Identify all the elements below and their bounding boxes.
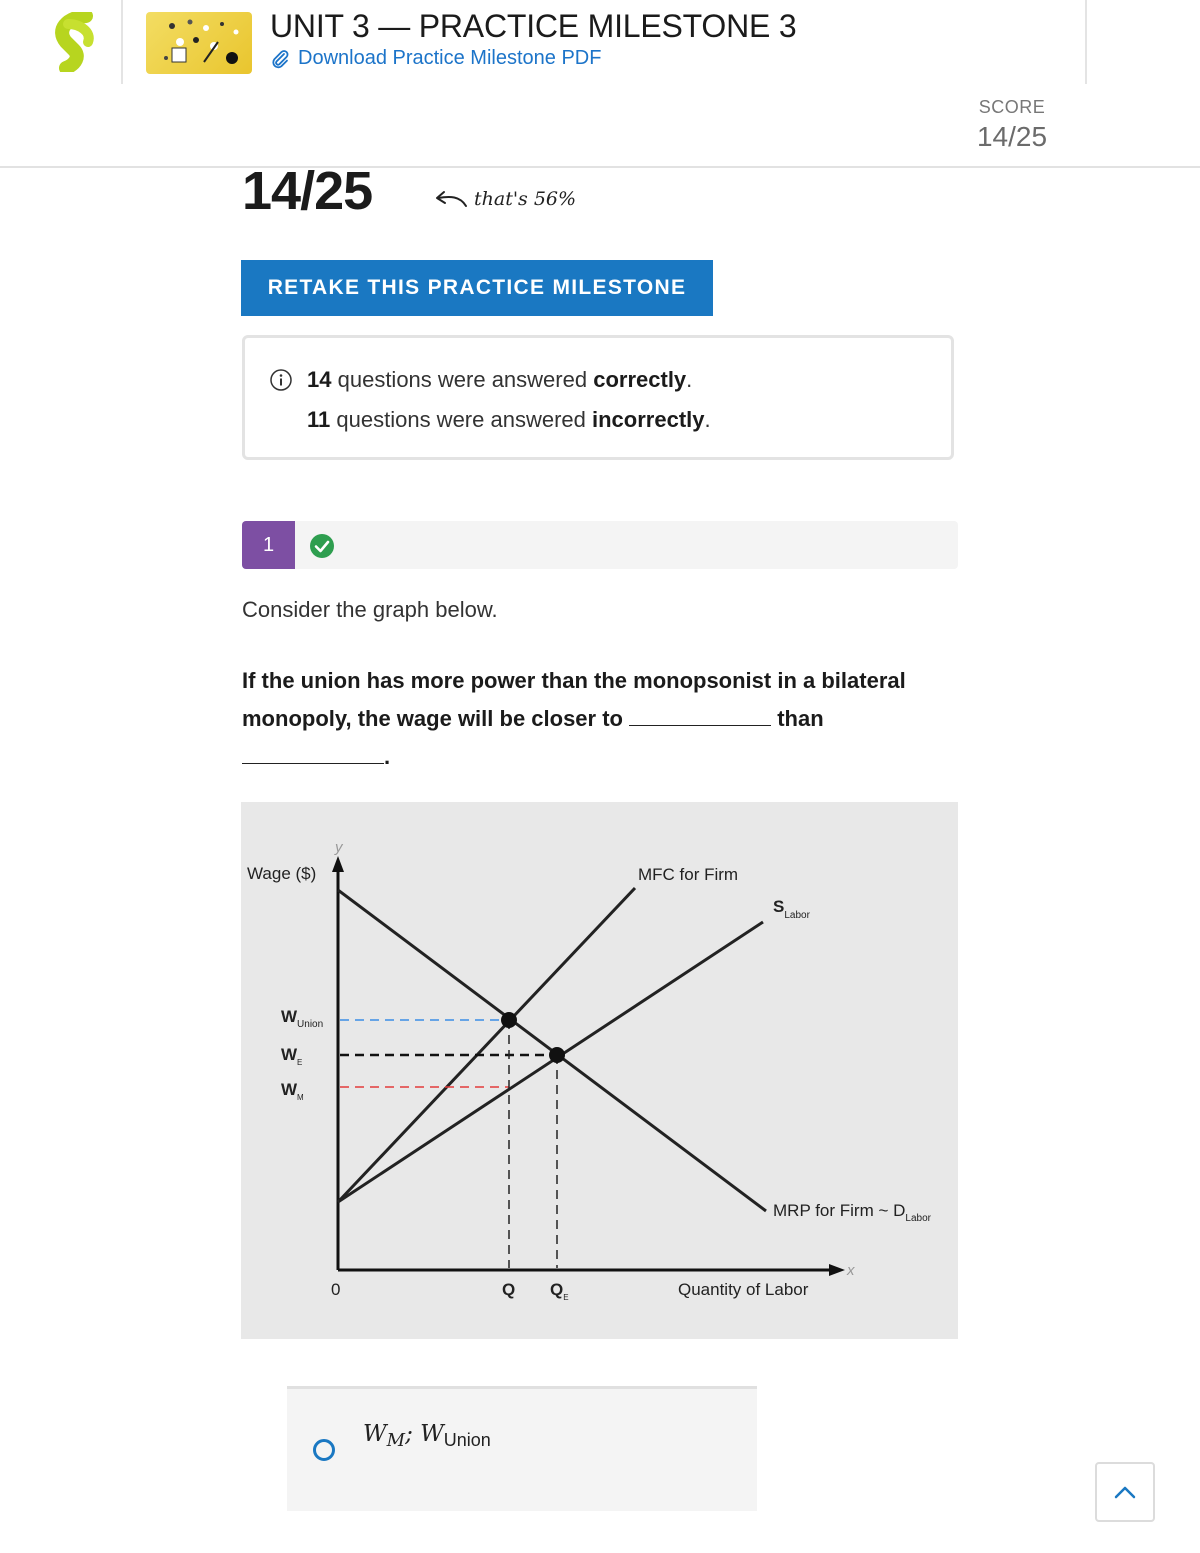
mfc-curve-label: MFC for Firm bbox=[638, 865, 739, 884]
answer-option-radio[interactable] bbox=[313, 1439, 335, 1461]
option-w-m-sub: M bbox=[386, 1430, 406, 1451]
question-prompt: Consider the graph below. bbox=[242, 597, 498, 622]
incorrect-word: incorrectly bbox=[592, 407, 705, 432]
x-axis-arrow-icon bbox=[829, 1264, 845, 1276]
course-thumbnail-icon bbox=[146, 12, 252, 74]
score-label: SCORE bbox=[978, 97, 1046, 117]
answer-blank-2 bbox=[242, 739, 384, 764]
equilibrium-point bbox=[549, 1047, 565, 1063]
incorrect-text: questions were answered bbox=[336, 407, 586, 432]
y-axis-letter: y bbox=[335, 839, 343, 856]
score-value: 14/25 bbox=[976, 121, 1048, 152]
question-text-end: . bbox=[384, 744, 391, 769]
correct-word: correctly bbox=[593, 367, 687, 392]
incorrect-count: 11 bbox=[307, 407, 331, 432]
supply-curve-label: $S_{Labor}$ bbox=[773, 897, 810, 921]
scroll-to-top-button[interactable] bbox=[1095, 1462, 1155, 1522]
paperclip-icon bbox=[270, 49, 290, 69]
page-header bbox=[0, 0, 1200, 168]
question-header bbox=[242, 521, 958, 569]
w-m-label: $W_M$ bbox=[281, 1080, 304, 1102]
answer-option-text bbox=[363, 1421, 491, 1451]
curved-arrow-icon bbox=[434, 188, 468, 210]
option-w-m: W bbox=[363, 1421, 387, 1447]
header-divider-right bbox=[1085, 0, 1087, 84]
percentage-note-text: that's 56% bbox=[474, 188, 577, 210]
correct-count: 14 bbox=[307, 367, 332, 392]
answer-blank-1 bbox=[629, 701, 771, 726]
y-axis-label: Wage ($) bbox=[247, 864, 317, 883]
union-wage-point bbox=[501, 1012, 517, 1028]
download-pdf-link[interactable] bbox=[270, 47, 601, 70]
w-e-label: $W_E$ bbox=[281, 1045, 303, 1067]
correct-text: questions were answered bbox=[337, 367, 588, 392]
q-e-label: $Q_E$ bbox=[550, 1280, 569, 1302]
x-axis-letter: x bbox=[847, 1262, 855, 1279]
percentage-note bbox=[434, 188, 576, 210]
chevron-up-icon bbox=[1114, 1485, 1136, 1499]
page-title: UNIT 3 — PRACTICE MILESTONE 3 bbox=[270, 8, 797, 44]
x-axis-label: Quantity of Labor bbox=[678, 1280, 809, 1299]
y-axis-arrow-icon bbox=[332, 856, 344, 872]
result-score: 14/25 bbox=[242, 161, 373, 221]
mrp-curve-label: MRP for Firm ~ $D_{Labor}$ bbox=[773, 1201, 931, 1224]
download-pdf-label: Download Practice Milestone PDF bbox=[298, 47, 602, 69]
correct-summary-line bbox=[307, 367, 692, 393]
q-label: Q bbox=[502, 1280, 516, 1299]
info-icon bbox=[270, 369, 292, 391]
period: . bbox=[686, 367, 693, 392]
bilateral-monopoly-graph bbox=[241, 802, 958, 1339]
question-number-badge: 1 bbox=[242, 521, 295, 569]
period: . bbox=[704, 407, 711, 432]
question-text-part2: than bbox=[777, 706, 824, 731]
w-union-label: $W_{Union}$ bbox=[281, 1007, 324, 1030]
answer-option-a[interactable] bbox=[287, 1386, 757, 1511]
question-text bbox=[242, 662, 958, 776]
origin-label: 0 bbox=[331, 1280, 341, 1299]
results-summary bbox=[242, 335, 954, 460]
incorrect-summary-line bbox=[307, 407, 711, 433]
option-w-union-sub: Union bbox=[443, 1430, 491, 1450]
correct-check-icon bbox=[309, 533, 335, 559]
sophia-logo-icon[interactable] bbox=[52, 12, 102, 72]
mfc-curve bbox=[338, 888, 635, 1202]
retake-milestone-button[interactable]: RETAKE THIS PRACTICE MILESTONE bbox=[241, 260, 713, 316]
header-divider bbox=[121, 0, 123, 84]
option-separator: ; W bbox=[405, 1421, 444, 1447]
question-text-part1: If the union has more power than the monopsonist in a bilateral monopoly, the wage will be closer to bbox=[242, 668, 906, 731]
